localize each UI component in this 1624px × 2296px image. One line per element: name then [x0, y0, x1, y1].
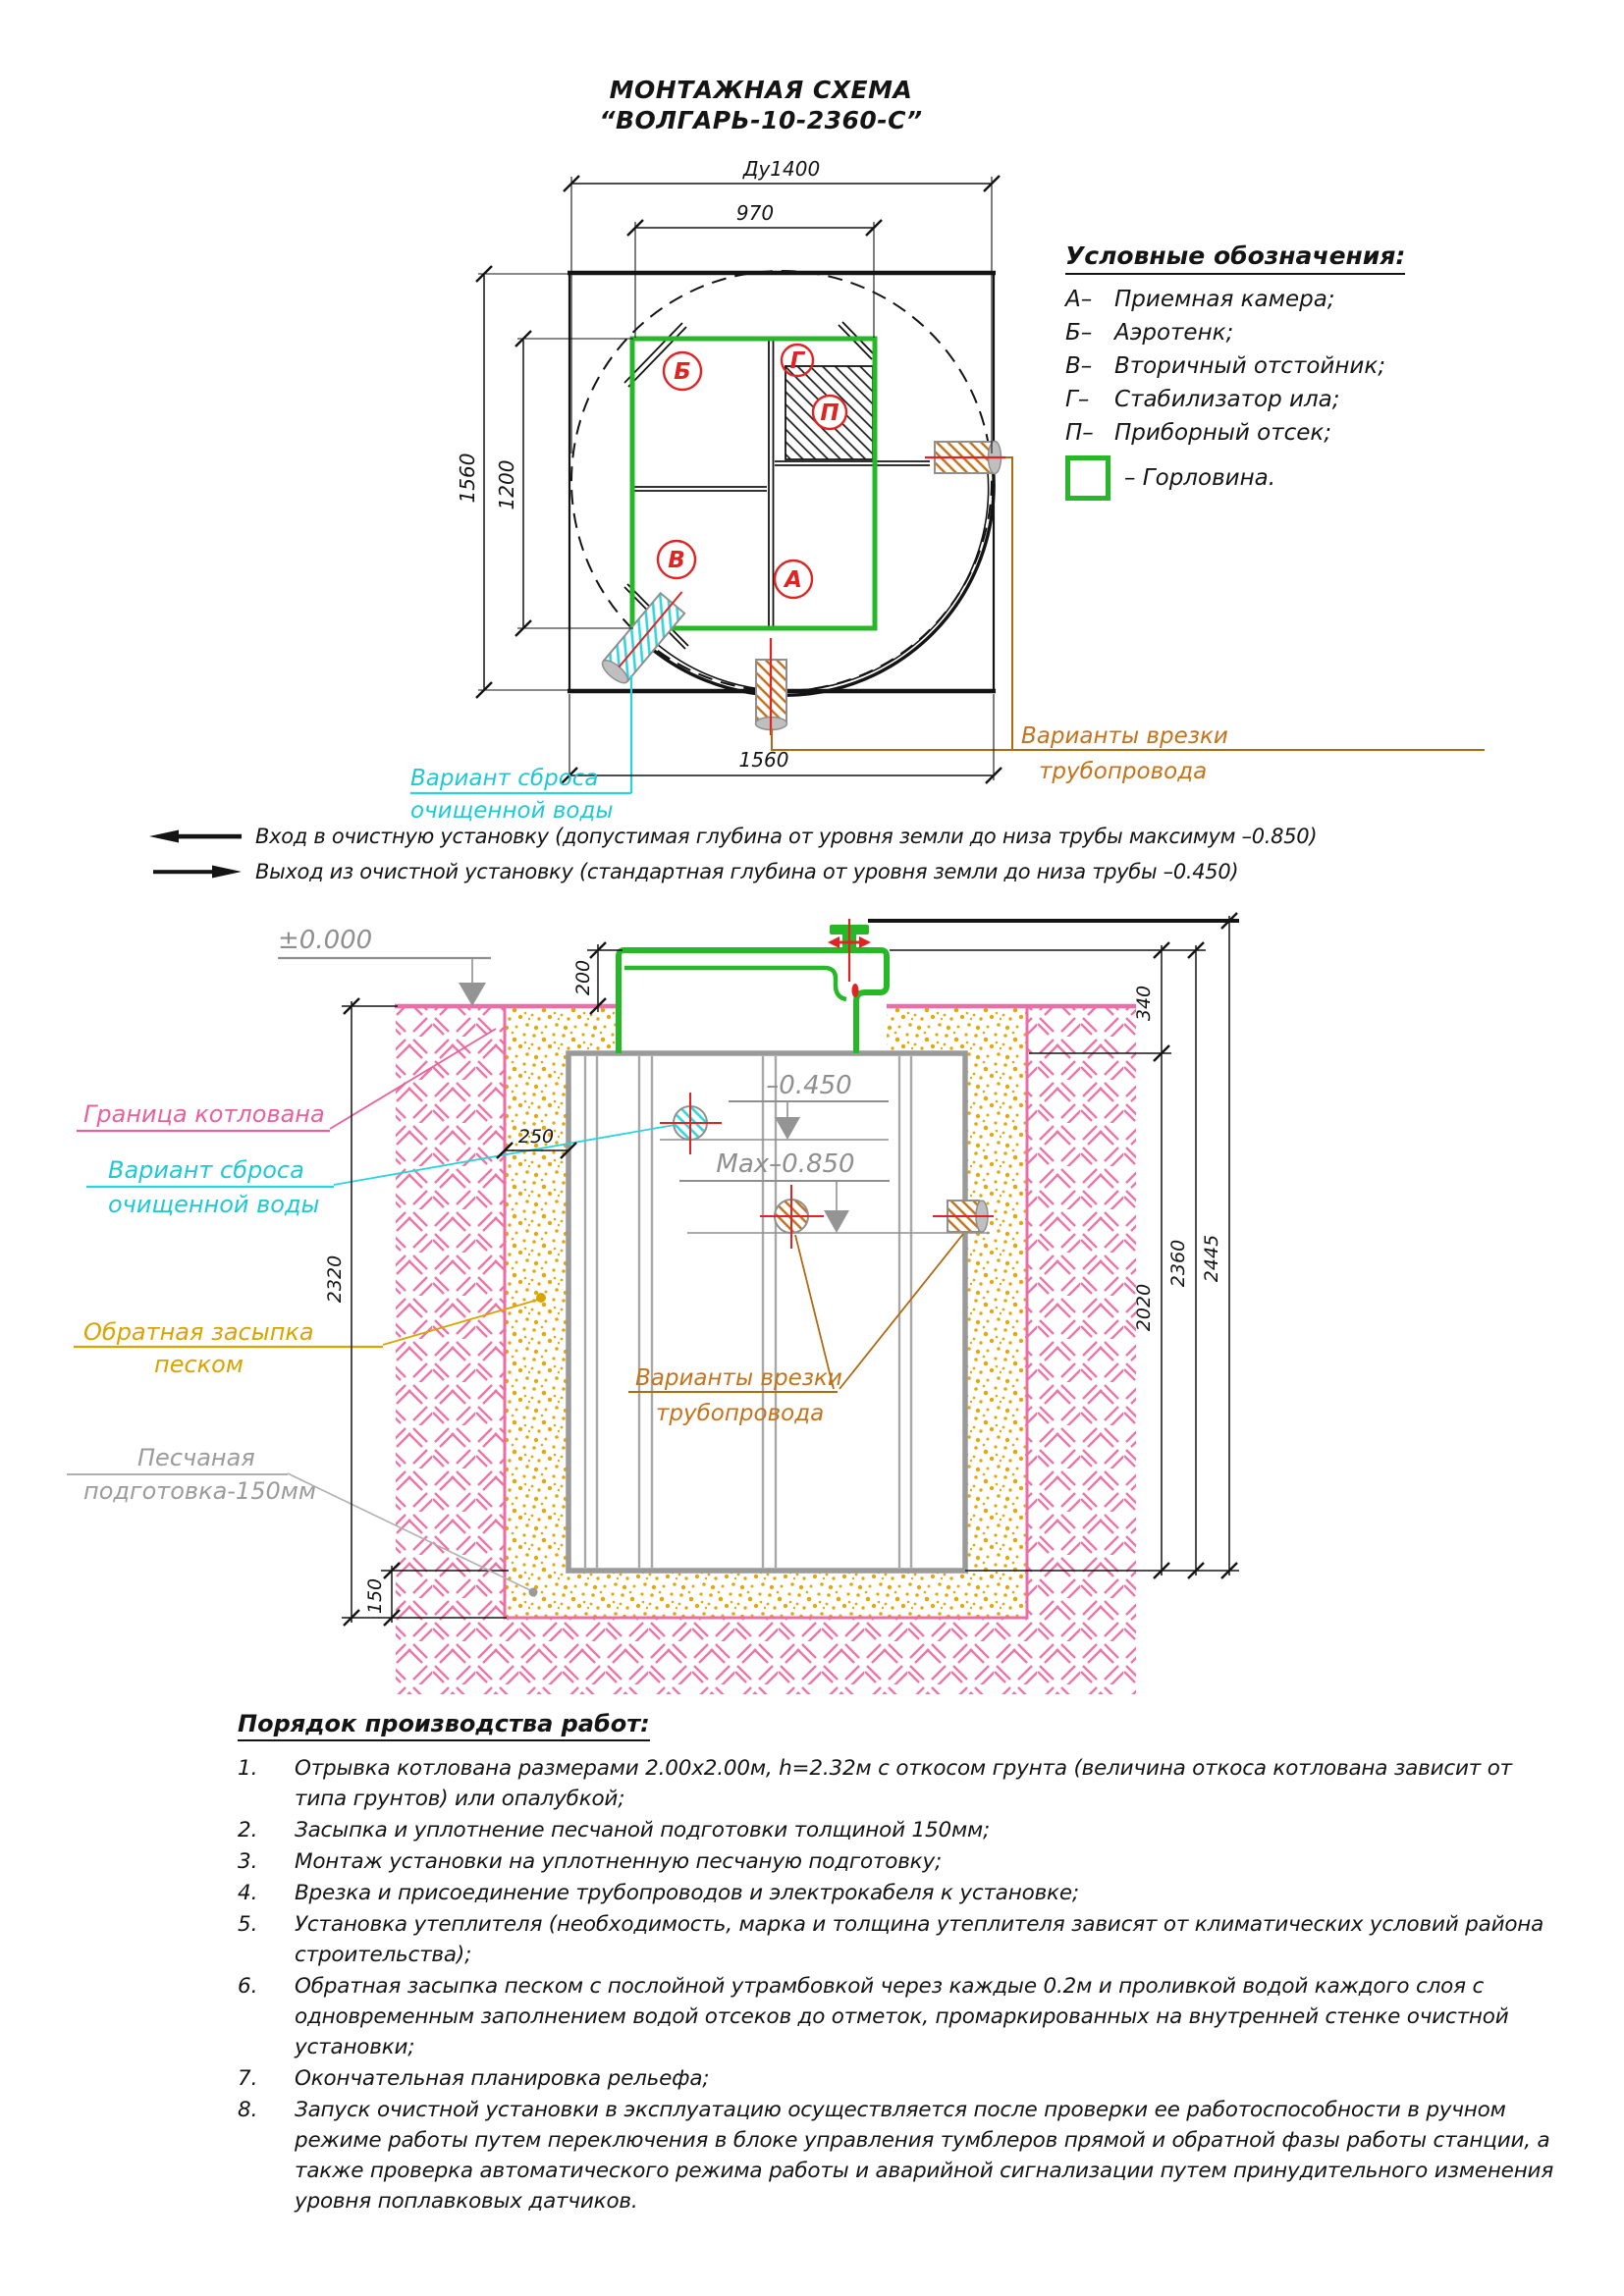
dim-tank-height: 2360 — [1167, 1239, 1189, 1288]
dim-prep: 150 — [364, 1577, 386, 1615]
legend-title: Условные обозначения: — [1065, 241, 1405, 275]
discharge-pipe — [599, 582, 694, 687]
section-view — [67, 913, 1239, 1694]
level-zero-text: ±0.000 — [278, 926, 373, 955]
work-order-title: Порядок производства работ: — [238, 1710, 650, 1741]
legend-item-a: А– Приемная камера; — [1065, 287, 1335, 312]
compartment-a-label: А — [785, 567, 802, 593]
section-tapping-label-1: Варианты врезки — [635, 1365, 842, 1391]
work-order-item: 8. Запуск очистной установки в эксплуатацию осуществляется после проверки ее работоспособности в ручном режиме работы путем переключения в блоке управления тумблеров прямой и обратной фазы работы станции, а также проверка автоматического режима работы и аварийной сигнализации путем принудительного изменения уровня поплавковых датчиков. — [238, 2098, 1554, 2214]
work-order-item: 2. Засыпка и уплотнение песчаной подготовки толщиной 150мм; — [238, 1818, 991, 1842]
dim-length: 1560 — [456, 453, 479, 504]
dim-neck: 200 — [572, 959, 594, 996]
compartment-walls — [624, 322, 930, 649]
soil-left — [396, 1006, 505, 1618]
work-order-item: 7. Окончательная планировка рельефа; — [238, 2066, 710, 2091]
page-title — [447, 75, 1075, 135]
work-order-item: 6. Обратная засыпка песком с послойной утрамбовкой через каждые 0.2м и проливкой водой каждого слоя с одновременным заполнением водой отсеков до отметок, промаркированных на внутренней стенке очистной установки; — [238, 1974, 1509, 2059]
inlet-pipe-bottom — [756, 638, 787, 735]
pit-label: Граница котлована — [83, 1100, 325, 1128]
compartment-v-label: В — [668, 548, 685, 573]
inlet-pipe-right — [925, 442, 1005, 474]
dim-neck-width: 970 — [735, 201, 775, 225]
compartment-b-label: Б — [674, 359, 691, 385]
prep-label-1: Песчаная — [137, 1444, 255, 1471]
level-zero — [278, 926, 491, 1006]
outlet-arrow-icon — [149, 864, 244, 880]
tapping-leader — [772, 457, 1485, 750]
work-order-item: 5. Установка утеплителя (необходимость, марка и толщина утеплителя зависят от климатических условий района строительства); — [238, 1912, 1544, 1967]
work-order-item: 3. Монтаж установки на уплотненную песчаную подготовку; — [238, 1849, 943, 1874]
inlet-arrow-icon — [149, 828, 244, 844]
dim-neck-height: 1200 — [495, 459, 518, 510]
plan-tapping-label-1: Варианты врезки — [1021, 723, 1228, 749]
level-inlet-max-text: Max–0.850 — [716, 1149, 855, 1179]
legend — [1065, 241, 1527, 501]
soil-right — [1027, 1006, 1136, 1618]
dim-total-height: 2445 — [1201, 1234, 1222, 1283]
backfill-label-2: песком — [154, 1351, 244, 1378]
dim-width-bottom: 1560 — [738, 748, 789, 772]
dim-diameter: Ду1400 — [742, 157, 821, 181]
plan-tapping-label-2: трубопровода — [1039, 759, 1208, 784]
page-title-line1: МОНТАЖНАЯ СХЕМА — [609, 76, 913, 104]
neck-swatch-icon — [1065, 455, 1110, 501]
neck-section — [619, 919, 887, 1053]
legend-item-neck: – Горловина. — [1065, 455, 1527, 501]
dim-pit-depth: 2320 — [324, 1255, 346, 1304]
work-order-item: 1. Отрывка котлована размерами 2.00х2.00м, h=2.32м с откосом грунта (величина откоса котлована зависит от типа грунтов) или опалубкой; — [238, 1756, 1512, 1811]
legend-item-g: Г– Стабилизатор ила; — [1065, 387, 1340, 412]
dim-gap: 250 — [517, 1126, 555, 1148]
work-order-item: 4. Врезка и присоединение трубопроводов и электрокабеля к установке; — [238, 1881, 1079, 1905]
section-tapping-label-2: трубопровода — [656, 1401, 825, 1426]
inlet-note: Вход в очистную установку (допустимая глубина от уровня земли до низа трубы максимум –0.850) — [255, 825, 1318, 848]
section-discharge-label-2: очищенной воды — [108, 1191, 320, 1218]
section-discharge-label-1: Вариант сброса — [108, 1156, 304, 1184]
dim-cover: 340 — [1133, 985, 1155, 1022]
compartment-g-label: Г — [789, 348, 805, 374]
soil-bottom — [396, 1618, 1136, 1694]
plan-discharge-label-2: очищенной воды — [410, 798, 614, 824]
page-title-line2: “ВОЛГАРЬ-10-2360-С” — [599, 106, 923, 134]
tank-section — [568, 1053, 965, 1571]
work-order — [238, 1710, 1558, 2217]
legend-item-b: Б– Аэротенк; — [1065, 320, 1234, 346]
legend-item-v: В– Вторичный отстойник; — [1065, 353, 1385, 379]
compartment-p-label: П — [820, 400, 839, 426]
plan-discharge-label-1: Вариант сброса — [410, 766, 599, 791]
legend-item-p: П– Приборный отсек; — [1065, 420, 1332, 446]
level-outlet-text: –0.450 — [766, 1071, 852, 1100]
dim-tank-body: 2020 — [1133, 1283, 1155, 1332]
backfill-label-1: Обратная засыпка — [83, 1318, 314, 1346]
outlet-note: Выход из очистной установку (стандартная глубина от уровня земли до низа трубы –0.450) — [255, 860, 1239, 883]
prep-label-2: подготовка-150мм — [83, 1477, 316, 1505]
